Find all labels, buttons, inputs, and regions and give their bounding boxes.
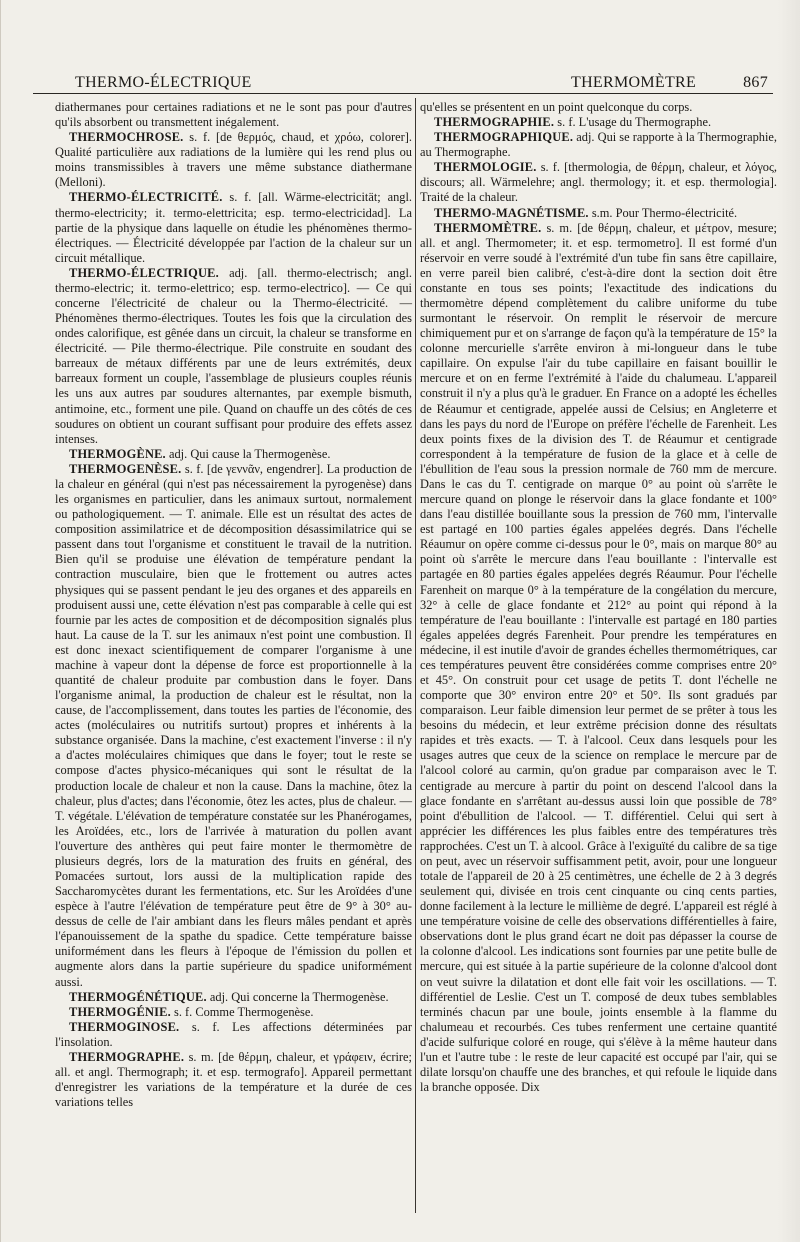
entry-text: s.m. Pour Thermo-électricité. [591, 205, 738, 220]
entry-headword: THERMOGÈNE. [69, 446, 166, 461]
dictionary-entry [420, 130, 777, 160]
header-left-term: THERMO-ÉLECTRIQUE [75, 74, 252, 91]
entry-text: adj. Qui se rapporte à la Thermographie, au Thermographe. [420, 130, 777, 160]
entry-headword: THERMOGENÈSE. [69, 461, 182, 476]
entry-text: s. f. [de θερμός, chaud, et χρόω, colorer]. Qualité particulière aux radiations de la lumière qui les rend plus ou moins transmissibles à travers une même substance diathermane (Melloni). [55, 130, 412, 190]
entry-text: s. f. [thermologia, de θέρμη, chaleur, et λόγος, discours; all. Wärmelehre; angl. thermology; it. et esp. thermologia]. Traité de la chaleur. [420, 160, 777, 205]
right-column [420, 100, 777, 1095]
dictionary-entry [420, 100, 777, 115]
entry-text: s. f. L'usage du Thermographe. [557, 115, 712, 130]
entry-text: s. f. Comme Thermogenèse. [174, 1004, 314, 1019]
header-rule [33, 93, 773, 94]
left-column [55, 100, 412, 1110]
dictionary-entry [420, 115, 777, 130]
entry-headword: THERMOGRAPHIQUE. [434, 130, 574, 145]
entry-text: adj. Qui cause la Thermogenèse. [168, 446, 331, 461]
dictionary-entry [55, 190, 412, 265]
entry-headword: THERMOGRAPHIE. [434, 115, 555, 130]
page-number: 867 [743, 74, 768, 91]
dictionary-entry [55, 447, 412, 462]
dictionary-entry [420, 206, 777, 221]
page-edge-shadow [778, 0, 800, 1242]
entry-text: s. m. [de θέρμη, chaleur, et μέτρον, mesure; all. et angl. Thermometer; it. et esp. termometro]. Il est formé d'un réservoir en verre soudé à l'extrémité d'un tube fin sans être capillaire, en verre pareil bien calibré, c'est-à-dire dont la section doit être constante en tous ses points; l'exactitude des indications du thermomètre dépend complètement du calibre uniforme du tube surmontant le réservoir. On remplit le réservoir de mercure chimiquement pur et on s'arrange de façon qu'à la température de 15° la colonne mercurielle s'arrête environ à mi-longueur dans le tube capillaire. On expulse l'air du tube capillaire en faisant bouillir le mercure et on en ferme l'extrémité à l'aide du chalumeau. L'appareil construit il n'y a plus qu'à le graduer. En France on a adopté les échelles de Réaumur et centigrade, appelée aussi de Celsius; en Angleterre et dans les pays du nord de l'Europe on préfère l'échelle de Farenheit. Les deux points fixes de la division des T. de Réaumur et centigrade correspondent à la température de fusion de la glace et à celle de l'ébullition de l'eau sous la pression normale de 760 mm de mercure. Dans le cas du T. centigrade on marque 0° au point où s'arrête le mercure quand on plonge le réservoir dans la glace fondante et 100° dans l'eau distillée bouillante sous la pression de 760 mm, l'intervalle est partagé en 100 parties égales appelées degrés. Dans l'échelle Réaumur on opère comme ci-dessus pour le 0°, mais on marque 80° au point où s'arrête le mercure dans l'eau bouillante : l'intervalle est partagée en 80 parties égales appelées degrés Réaumur. Pour l'échelle Farenheit on marque 0° à la température de la congélation du mercure, 32° à celle de glace fondante et 212° au point qui répond à la température de l'eau bouillante : l'intervalle est partagé en 180 parties égales appelées degrés Farenheit. Pour prendre les températures en médecine, il est inutile d'avoir de grandes échelles thermométriques, car ces températures peuvent être considérées comme comprises entre 20° et 45°. On construit pour cet usage de petits T. dont l'échelle ne comporte que 30° environ entre 20° et 50°. Ils sont gradués par comparaison. Leur faible dimension leur permet de se prêter à tous les besoins du médecin, et leur extrême précision donne des résultats rapides et très exacts. — T. à l'alcool. Ceux dans lesquels pour les usages autres que ceux de la science on remplace le mercure par de l'alcool coloré au carmin, qu'on gradue par comparaison avec le T. centigrade au mercure à partir du point on descend l'alcool dans la glace fondante en s'arrêtant au-dessus aussi loin que possible de 78° point d'ébullition de l'alcool. — T. différentiel. Celui qui sert à apprécier les différences les plus faibles entre des températures très rapprochées. C'est un T. à alcool. Grâce à l'exiguïté du calibre de sa tige on peut, avec un réservoir suffisamment petit, avoir, pour une longueur totale de l'appareil de 20 à 25 centimètres, une échelle de 2 à 3 degrés seulement qui, divisée en trois cent cinquante ou cinq cents parties, donne facilement à la lecture le millième de degré. L'appareil est réglé à une température voisine de celle des observations différentielles à faire, observations dont le plus grand écart ne doit pas dépasser la course de la colonne d'alcool. Les indications sont fournies par une petite bulle de mercure, qui est située à la partie supérieure de la colonne d'alcool dont on veut suivre la dilatation et dont elle fait voir les oscillations. — T. différentiel de Leslie. C'est un T. composé de deux tubes semblables terminés chacun par une boule, joints ensemble à la flamme du chalumeau et recourbés. Ces tubes renferment une certaine quantité d'acide sulfurique coloré en rouge, qui s'élève à la même hauteur dans l'un et l'autre tube : le reste de leur capacité est occupé par l'air, qui se dilate lorsqu'on chauffe une des branches, et qui refoule le liquide dans la branche opposée. Dix [420, 220, 777, 1095]
entry-headword: THERMO-MAGNÉTISME. [434, 205, 589, 220]
entry-headword: THERMOLOGIE. [434, 160, 537, 175]
dictionary-entry [55, 1005, 412, 1020]
entry-headword: THERMO-ÉLECTRIQUE. [69, 265, 219, 280]
dictionary-entry [55, 1020, 412, 1050]
dictionary-entry [55, 100, 412, 130]
entry-headword: THERMOGÉNÉTIQUE. [69, 989, 207, 1004]
entry-text: s. m. [de θέρμη, chaleur, et γράφειν, écrire; all. et angl. Thermograph; it. et esp. termografo]. Appareil permettant d'enregistrer les variations de la température et la durée de ces variations telles [55, 1049, 412, 1110]
dictionary-entry [420, 221, 777, 1096]
column-divider [415, 98, 416, 1213]
dictionary-entry [55, 130, 412, 190]
entry-headword: THERMOCHROSE. [69, 130, 184, 145]
entry-headword: THERMOMÈTRE. [434, 220, 542, 235]
entry-headword: THERMOGRAPHE. [69, 1049, 185, 1064]
dictionary-entry [55, 990, 412, 1005]
entry-text: qu'elles se présentent en un point quelconque du corps. [420, 100, 693, 114]
entry-text: s. f. [de γεννᾶν, engendrer]. La production de la chaleur en général (qui n'est pas nécessairement la pyrogenèse) dans les organismes en particulier, dans les animaux surtout, normalement ou pathologiquement. — T. animale. Elle est un résultat des actes de composition assimilatrice et de décomposition désassimilatrice qui se passent dans tout l'organisme et constituent le travail de la nutrition. Bien qu'il se produise une élévation de température pendant la contraction musculaire, bien que le frottement ou autres actes physiques qui se passent pendant le jeu des organes et des appareils en produisent aussi une, cette élévation n'est pas comparable à celle qui est fournie par les actes de composition et de décomposition signalés plus haut. La cause de la T. sur les animaux n'est point une combustion. Il est donc inexact scientifiquement de comparer l'organisme à une machine à vapeur dont la dépense de force est proportionnelle à la quantité de chaleur produite par combustion dans le foyer. Dans l'organisme animal, la production de chaleur est le résultat, non la cause, de l'accomplissement, dans toutes les parties de l'économie, des actes (moléculaires ou nutritifs surtout) propres et inhérents à la substance organisée. Dans la machine, c'est exactement l'inverse : il n'y a d'actes moléculaires chimiques que dans le foyer; tout le reste se compose d'actes physico-mécaniques qui sont le résultat de la production locale de chaleur et non la cause. Dans la machine, ôtez la chaleur, plus d'actes; dans l'économie, ôtez les actes, plus de chaleur. — T. végétale. L'élévation de température constatée sur les Phanérogames, les Aroïdées, etc., lors de l'arrivée à maturation du pollen avant l'ouverture des anthères qui peut faire monter le thermomètre de plusieurs degrés, lors de la maturation des fruits en général, des Pomacées surtout, lors aussi de la multiplication rapide des Saccharomycètes durant les fermentations, etc. Sur les Aroïdées d'une espèce à l'autre l'élévation de température peut être de 9° à 30° au-dessus de celle de l'air ambiant dans les fleurs mâles pendant et après l'épanouissement de la spathe du spadice. Cette température baisse uniformément dans les fleurs à l'époque de l'émission du pollen et augmente alors dans la partie supérieure du spadice uniformément aussi. [55, 461, 412, 989]
entry-text: s. f. [all. Wärme-electricität; angl. thermo-electricity; it. termo-elettricita; esp. termo-electricidad]. La partie de la physique dans laquelle on étudie les phénomènes thermo-électriques. — Électricité développée par l'action de la chaleur sur un circuit métallique. [55, 190, 412, 265]
entry-headword: THERMOGÉNIE. [69, 1004, 171, 1019]
entry-headword: THERMOGINOSE. [69, 1019, 180, 1034]
dictionary-entry [55, 462, 412, 990]
entry-text: s. f. Les affections déterminées par l'insolation. [55, 1019, 413, 1049]
entry-text: adj. Qui concerne la Thermogenèse. [209, 989, 389, 1004]
header-right-term: THERMOMÈTRE [571, 74, 697, 91]
dictionary-entry [55, 266, 412, 447]
entry-headword: THERMO-ÉLECTRICITÉ. [69, 190, 223, 205]
dictionary-entry [55, 1050, 412, 1110]
entry-text: adj. [all. thermo-electrisch; angl. thermo-electric; it. termo-elettrico; esp. termo-electrico]. — Ce qui concerne l'électricité de chaleur ou la Thermo-électricité. — Phénomènes thermo-électriques. Toutes les fois que la circulation des ondes calorifique, est gênée dans un circuit, la chaleur se transforme en électricité. — Pile thermo-électrique. Pile construite en soudant des barreaux de métaux différents par une de leurs extrémités, deux barreaux forment un couple, l'assemblage de plusieurs couples réunis les uns aux autres par soudures alternantes, par exemple bismuth, antimoine, etc., forment une pile. Quand on chauffe un des côtés de ces soudures on obtient un courant suffisant pour produire des effets assez intenses. [55, 265, 412, 446]
dictionary-entry [420, 160, 777, 205]
entry-text: diathermanes pour certaines radiations et ne le sont pas pour d'autres qu'ils absorbent ou transmettent inégalement. [55, 100, 412, 130]
